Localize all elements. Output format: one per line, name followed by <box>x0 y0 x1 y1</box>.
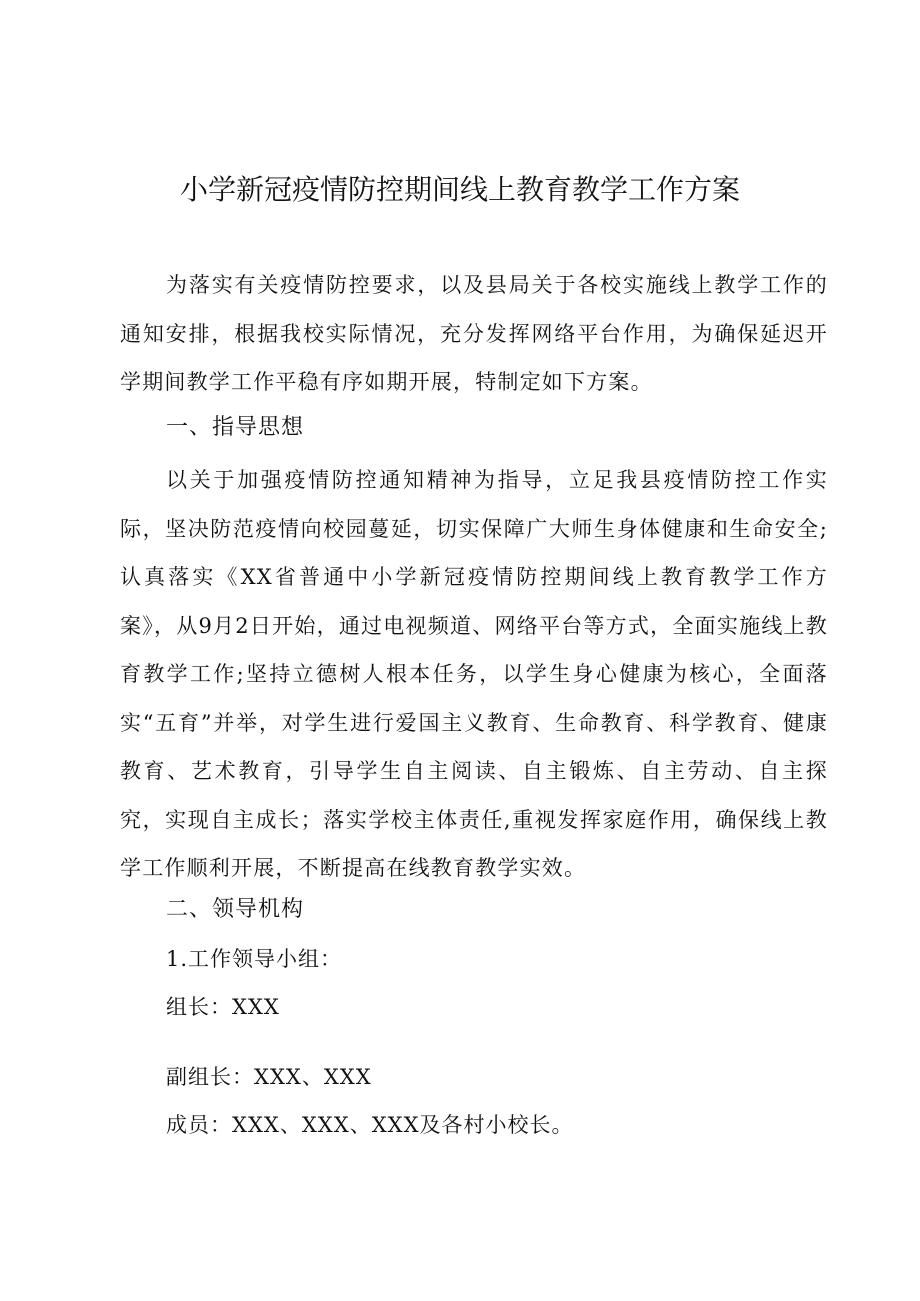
section-heading-leadership: 二、领导机构 <box>166 897 305 922</box>
deputy-leader-line: 副组长：XXX、XXX <box>166 1065 372 1089</box>
document-title: 小学新冠疫情防控期间线上教育教学工作方案 <box>179 173 740 206</box>
guiding-ideology-paragraph: 以关于加强疫情防控通知精神为指导，立足我县疫情防控工作实际，坚决防范疫情向校园蔓延，切实保障广大师生身体健康和生命安全;认真落实《XX省普通中小学新冠疫情防控期间线上教育教学工作方案》，从9月2日开始，通过电视频道、网络平台等方式，全面实施线上教育教学工作;坚持立德树人根本任务，以学生身心健康为核心，全面落实“五育”并举，对学生进行爱国主义教育、生命教育、科学教育、健康教育、艺术教育，引导学生自主阅读、自主锻炼、自主劳动、自主探究，实现自主成长；落实学校主体责任,重视发挥家庭作用，确保线上教学工作顺利开展，不断提高在线教育教学实效。 <box>120 468 828 880</box>
leadership-group-subheading: 1.工作领导小组： <box>166 947 343 971</box>
intro-paragraph: 为落实有关疫情防控要求，以及县局关于各校实施线上教学工作的通知安排，根据我校实际情况，充分发挥网络平台作用，为确保延迟开学期间教学工作平稳有序如期开展，特制定如下方案。 <box>120 273 828 394</box>
group-leader-line: 组长：XXX <box>166 995 280 1019</box>
section-heading-guiding-ideology: 一、指导思想 <box>166 415 305 440</box>
members-line: 成员：XXX、XXX、XXX及各村小校长。 <box>166 1113 574 1137</box>
